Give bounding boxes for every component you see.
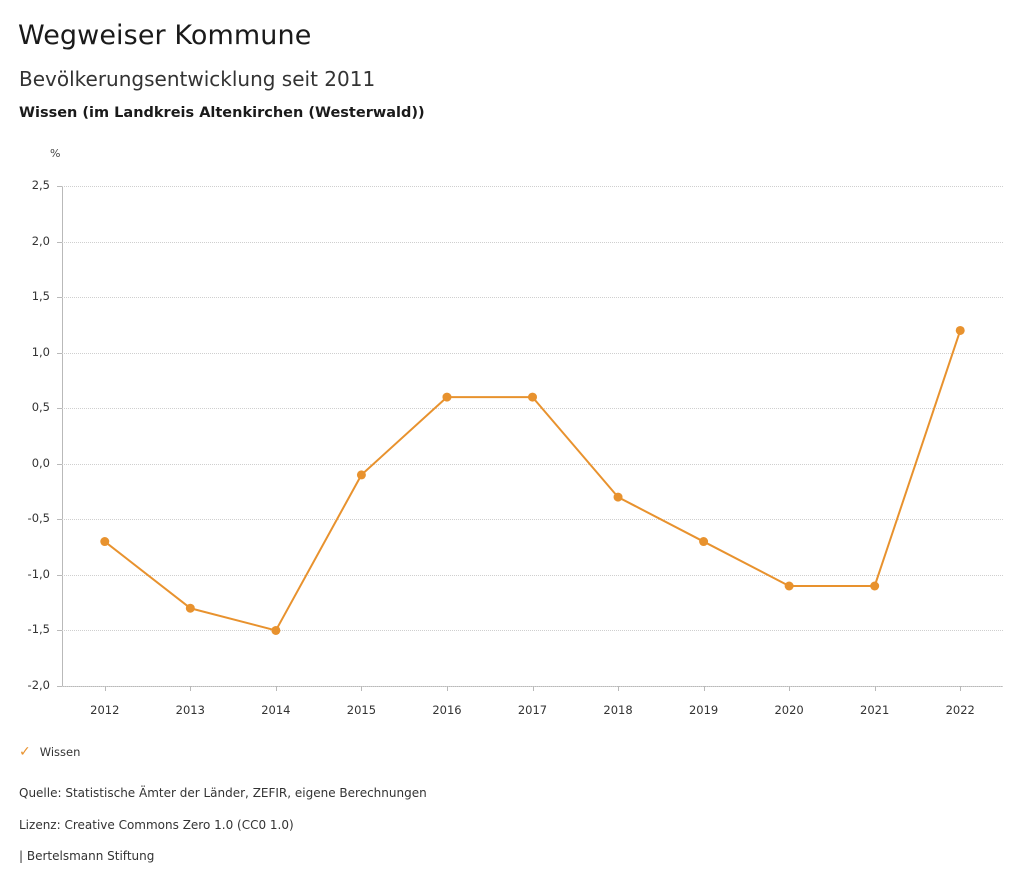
data-point[interactable] bbox=[785, 582, 794, 591]
x-axis-tick-label: 2021 bbox=[860, 703, 890, 717]
legend-item-label: Wissen bbox=[39, 745, 81, 759]
y-axis-tick-label: 2,5 bbox=[31, 178, 50, 192]
legend[interactable] bbox=[19, 745, 80, 759]
y-axis-tick-label: 1,0 bbox=[31, 344, 50, 359]
x-axis-tick-label: 2012 bbox=[90, 703, 120, 717]
y-axis-tick-label: 0,5 bbox=[31, 400, 50, 415]
x-axis-tick-label: 2016 bbox=[432, 703, 462, 717]
x-axis-tick-label: 2014 bbox=[261, 703, 291, 717]
chart-region-label: Wissen (im Landkreis Altenkirchen (Westerwald)) bbox=[19, 105, 425, 121]
data-point[interactable] bbox=[528, 393, 537, 402]
publisher-note: | Bertelsmann Stiftung bbox=[19, 849, 155, 863]
y-axis-tick-label: 2,0 bbox=[31, 233, 50, 248]
y-axis-tick-label: -1,5 bbox=[27, 622, 50, 637]
data-point[interactable] bbox=[271, 626, 280, 635]
data-point[interactable] bbox=[614, 493, 623, 502]
data-point[interactable] bbox=[442, 393, 451, 402]
data-point[interactable] bbox=[699, 537, 708, 546]
source-note: Quelle: Statistische Ämter der Länder, ZEFIR, eigene Berechnungen bbox=[19, 786, 427, 800]
x-axis-tick-label: 2018 bbox=[603, 703, 633, 717]
y-axis-tick-label: 0,0 bbox=[31, 455, 50, 470]
chart-subtitle: Bevölkerungsentwicklung seit 2011 bbox=[19, 67, 376, 91]
y-axis-tick-label: -0,5 bbox=[27, 511, 50, 526]
page-title: Wegweiser Kommune bbox=[18, 20, 312, 51]
license-note: Lizenz: Creative Commons Zero 1.0 (CC0 1.0) bbox=[19, 818, 294, 832]
y-axis-tick-label: -1,0 bbox=[27, 566, 50, 581]
data-point[interactable] bbox=[186, 604, 195, 613]
x-axis-tick-label: 2015 bbox=[346, 703, 377, 717]
y-axis-tick-label: 1,5 bbox=[31, 289, 50, 304]
data-point[interactable] bbox=[870, 582, 879, 591]
check-icon: ✓ bbox=[19, 744, 31, 760]
x-axis-tick-label: 2019 bbox=[688, 703, 719, 717]
y-axis-unit: % bbox=[50, 147, 61, 160]
x-axis-tick-label: 2022 bbox=[945, 703, 975, 717]
series-line bbox=[105, 330, 960, 630]
y-axis-tick-label: -2,0 bbox=[27, 678, 50, 692]
x-axis-tick-label: 2013 bbox=[175, 703, 205, 717]
data-point[interactable] bbox=[956, 326, 965, 335]
x-axis-tick-label: 2020 bbox=[774, 703, 804, 717]
x-axis-tick-label: 2017 bbox=[517, 703, 548, 717]
data-point[interactable] bbox=[357, 470, 366, 479]
data-point[interactable] bbox=[100, 537, 109, 546]
